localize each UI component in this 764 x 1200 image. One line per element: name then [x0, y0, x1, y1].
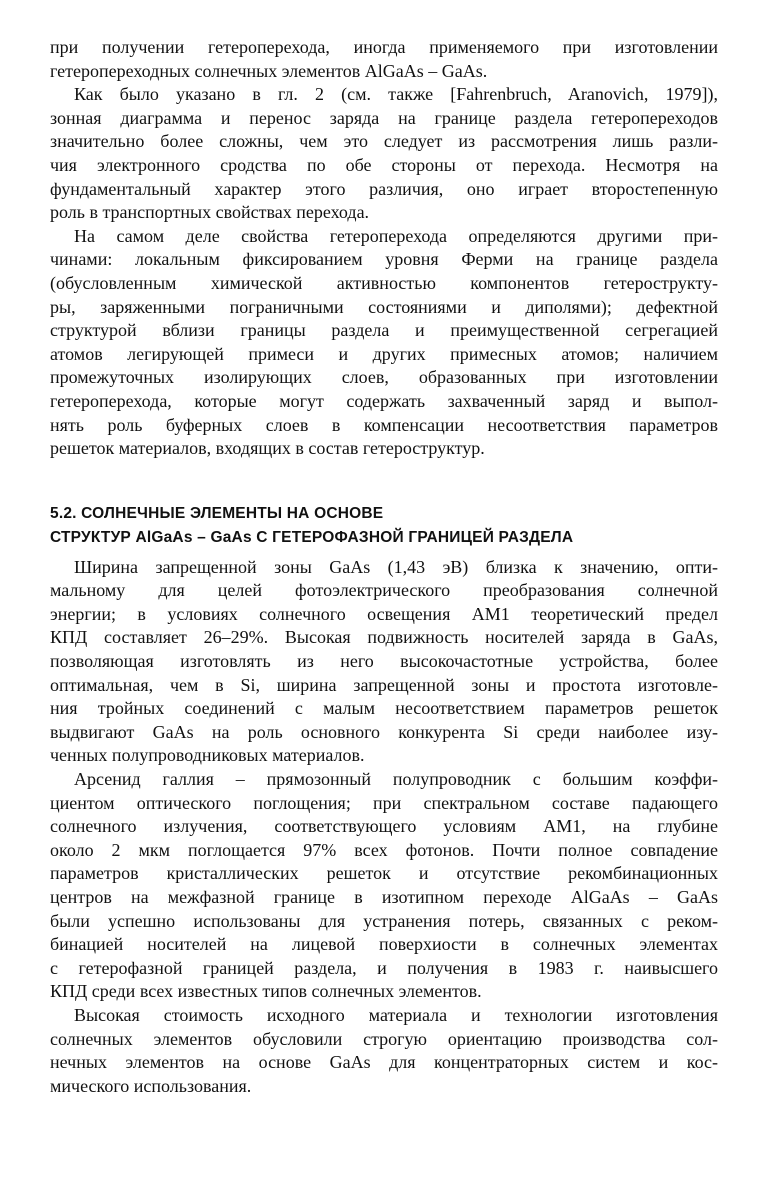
paragraph — [50, 225, 718, 461]
section-heading-line-1: 5.2. СОЛНЕЧНЫЕ ЭЛЕМЕНТЫ НА ОСНОВЕ — [50, 504, 384, 522]
text-line: гетеропереходных солнечных элементов AlGaAs – GaAs. — [50, 60, 488, 81]
text-line: КПД составляет 26–29%. Высокая подвижность носителей заряда в GaAs, — [50, 627, 718, 648]
paragraph — [50, 36, 718, 83]
text-line: Высокая стоимость исходного материала и технологии изготовления — [74, 1004, 718, 1025]
text-line: Ширина запрещенной зоны GaAs (1,43 эВ) близка к значению, опти- — [74, 556, 718, 577]
text-line: ры, заряженными пограничными состояниями и диполями); дефектной — [50, 296, 718, 317]
text-line: позволяющая изготовлять из него высокочастотные устройства, более — [50, 651, 718, 672]
text-line: Как было указано в гл. 2 (см. также [Fahrenbruch, Aranovich, 1979]), — [74, 84, 718, 105]
text-line: выдвигают GaAs на роль основного конкурента Si среди наиболее изу- — [50, 721, 718, 742]
text-line: гетероперехода, которые могут содержать захваченный заряд и выпол- — [50, 390, 718, 411]
text-line: зонная диаграмма и перенос заряда на границе раздела гетеропереходов — [50, 107, 718, 128]
text-line: центров на межфазной границе в изотипном переходе AlGaAs – GaAs — [50, 887, 718, 907]
book-page — [50, 36, 718, 1098]
paragraph — [50, 1004, 718, 1098]
text-line: бинацией носителей на лицевой поверхиости в солнечных элементах — [50, 934, 718, 955]
text-line: ченных полупроводниковых материалов. — [50, 745, 365, 766]
text-block-before-heading — [50, 36, 718, 461]
text-line: фундаментальный характер этого различия, оно играет второстепенную — [50, 178, 718, 199]
text-line: параметров кристаллических решеток и отсутствие рекомбинационных — [50, 863, 718, 884]
text-line: значительно более сложны, чем это следует из рассмотрения лишь разли- — [50, 131, 718, 152]
text-line: чия электронного сродства по обе стороны от перехода. Несмотря на — [50, 154, 718, 175]
text-line: солнечных элементов обусловили строгую ориентацию производства сол- — [50, 1028, 718, 1049]
text-line: мического использования. — [50, 1075, 252, 1096]
paragraph — [50, 768, 718, 1004]
text-line: На самом деле свойства гетероперехода определяются другими при- — [74, 225, 718, 246]
text-line: при получении гетероперехода, иногда применяемого при изготовлении — [50, 37, 718, 57]
text-line: нечных элементов на основе GaAs для концентраторных систем и кос- — [50, 1052, 718, 1073]
text-line: решеток материалов, входящих в состав гетероструктур. — [50, 438, 485, 459]
text-line: оптимальная, чем в Si, ширина запрещенной зоны и простота изготовле- — [50, 674, 718, 695]
text-line: солнечного излучения, соответствующего условиям AM1, на глубине — [50, 816, 718, 837]
text-block-after-heading — [50, 556, 718, 1099]
text-line: энергии; в условиях солнечного освещения AM1 теоретический предел — [50, 603, 718, 624]
text-line: структурой вблизи границы раздела и преимущественной сегрегацией — [50, 320, 718, 341]
text-line: (обусловленным химической активностью компонентов гетерострукту- — [50, 272, 718, 293]
text-line: циентом оптического поглощения; при спектральном составе падающего — [50, 792, 718, 813]
text-line: Арсенид галлия – прямозонный полупроводник с большим коэффи- — [74, 769, 718, 790]
text-line: КПД среди всех известных типов солнечных элементов. — [50, 981, 482, 1002]
section-heading-line-2: СТРУКТУР AlGaAs – GaAs С ГЕТЕРОФАЗНОЙ ГРАНИЦЕЙ РАЗДЕЛА — [50, 528, 574, 546]
text-line: были успешно использованы для устранения потерь, связанных с реком- — [50, 910, 718, 931]
text-line: чинами: локальным фиксированием уровня Ферми на границе раздела — [50, 249, 718, 270]
paragraph — [50, 83, 718, 225]
text-line: ния тройных соединений с малым несоответствием параметров решеток — [50, 698, 718, 719]
text-line: нять роль буферных слоев в компенсации несоответствия параметров — [50, 414, 718, 435]
section-heading — [50, 502, 718, 550]
text-line: промежуточных изолирующих слоев, образованных при изготовлении — [50, 367, 718, 388]
text-line: с гетерофазной границей раздела, и получения в 1983 г. наивысшего — [50, 957, 718, 978]
text-line: роль в транспортных свойствах перехода. — [50, 202, 370, 223]
text-line: атомов легирующей примеси и других примесных атомов; наличием — [50, 343, 718, 364]
text-line: около 2 мкм поглощается 97% всех фотонов. Почти полное совпадение — [50, 839, 718, 860]
text-line: мальному для целей фотоэлектрического преобразования солнечной — [50, 580, 718, 601]
paragraph — [50, 556, 718, 768]
